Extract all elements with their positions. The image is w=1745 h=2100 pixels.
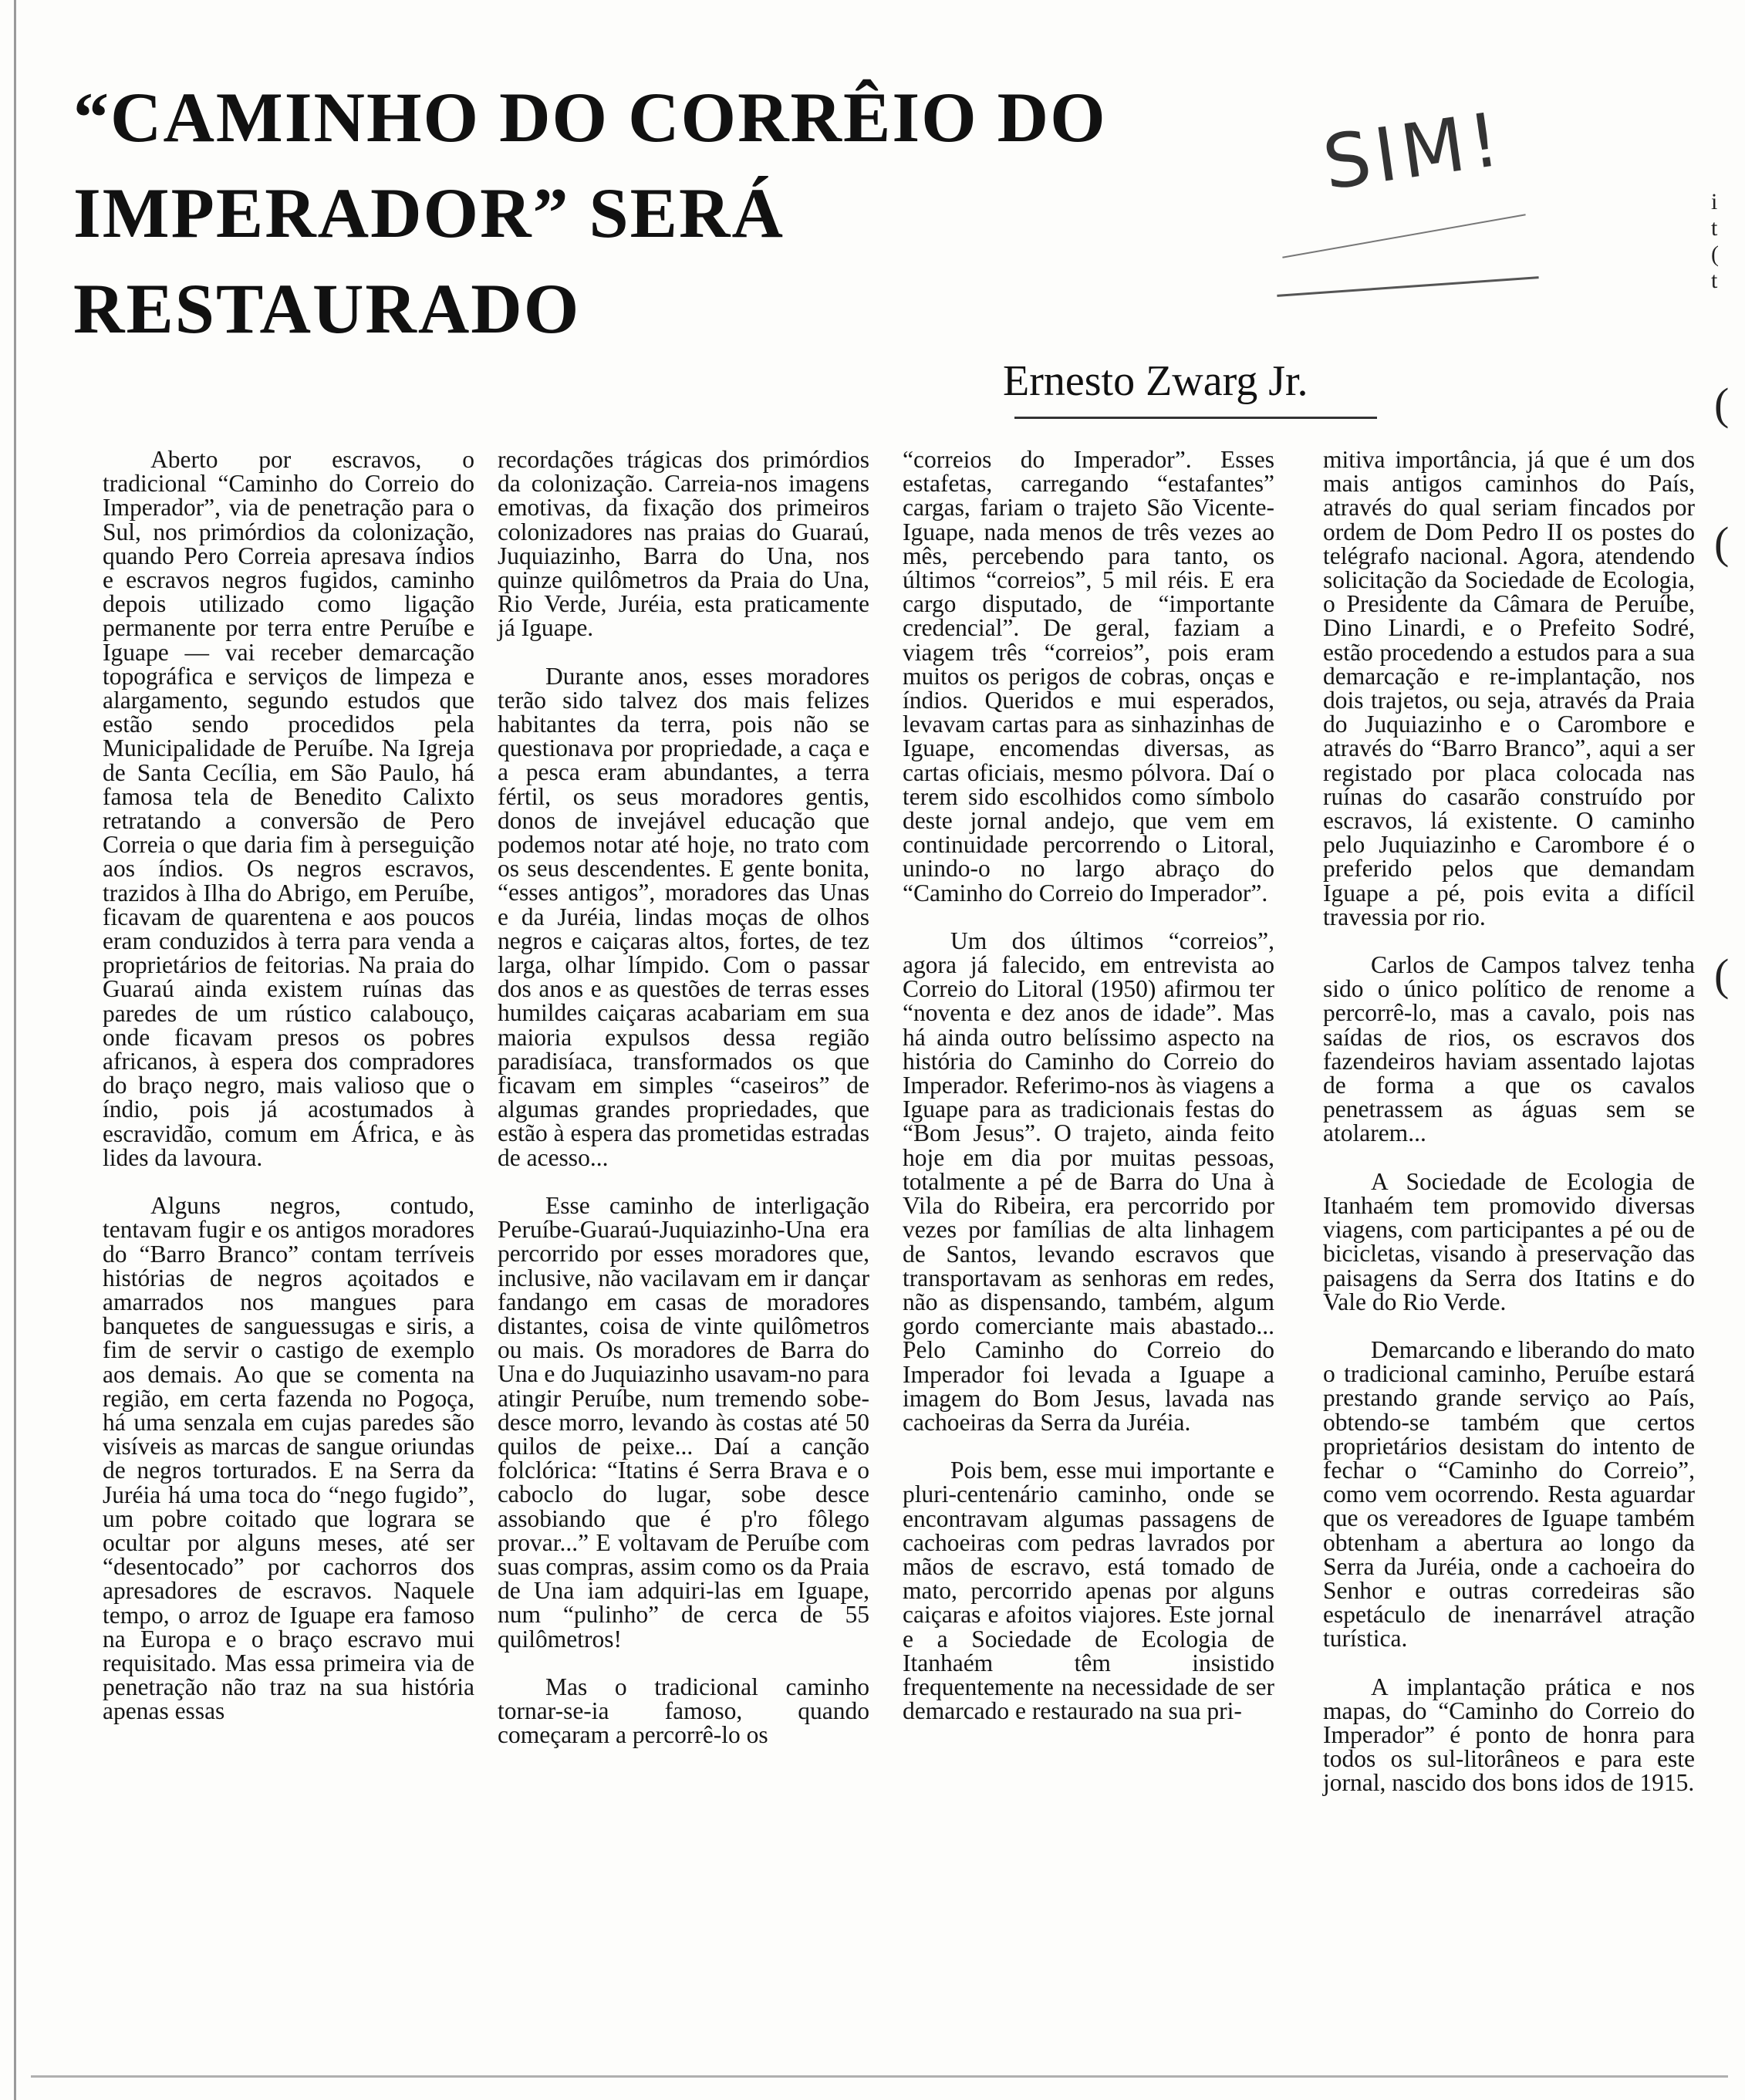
article-column-2: [498, 447, 869, 1771]
article-column-4: [1323, 447, 1695, 1819]
headline-line-3: RESTAURADO: [73, 269, 581, 348]
pencil-stroke: [1282, 214, 1525, 258]
paragraph: “correios do Imperador”. Esses estafetas, carregando “estafantes” cargas, fariam o trajeto São Vicente-Iguape, nada menos de três vezes ao mês, percebendo para tanto, os últimos “correios”, 5 mil réis. E era cargo disputado, de “importante credencial”. De geral, faziam a viagem três “correios”, pois eram muitos os perigos de cobras, onças e índios. Queridos e mui esperados, levavam cartas para as sinhazinhas de Iguape, encomendas diversas, as cartas oficiais, mesmo pólvora. Daí o terem sido escolhidos como símbolo deste jornal andejo, que vem em continuidade percorrendo o Litoral, unindo-o no largo abraço do “Caminho do Correio do Imperador”.: [903, 446, 1274, 907]
headline-line-2: IMPERADOR” SERÁ: [73, 174, 785, 252]
paragraph: recordações trágicas dos primórdios da colonização. Carreia-nos imagens emotivas, da fixação dos primeiros colonizadores nas praias do Guaraú, Juquiazinho, Barra do Una, nos quinze quilômetros da Praia do Una, Rio Verde, Juréia, esta praticamente já Iguape.: [498, 446, 869, 642]
paragraph: A implantação prática e nos mapas, do “Caminho do Correio do Imperador” é ponto de honra para todos os sul-litorâneos e para este jornal, nascido dos bons idos de 1915.: [1323, 1673, 1695, 1797]
article-column-3: [903, 447, 1274, 1747]
paragraph: mitiva importância, já que é um dos mais antigos caminhos do País, através do qual seriam fincados por ordem de Dom Pedro II os postes do telégrafo nacional. Agora, atendendo solicitação da Sociedade de Ecologia, o Presidente da Câmara de Peruíbe, Dino Linardi, e o Prefeito Sodré, estão procedendo a estudos para a sua demarcação e re-implantação, nos dois trajetos, ou seja, através da Praia do Juquiazinho e o Carombore e através do “Barro Branco”, aqui a ser registado por placa colocada nas ruínas do casarão construído por escravos, lá existente. O caminho pelo Juquiazinho e Carombore é o preferido pelos que demandam Iguape a pé, pois evita a difícil travessia por rio.: [1323, 446, 1695, 930]
byline: Ernesto Zwarg Jr.: [1003, 357, 1308, 405]
byline-rule: [1014, 417, 1377, 419]
paragraph: Um dos últimos “correios”, agora já falecido, em entrevista ao Correio do Litoral (1950) afirmou ter “noventa e dez anos de idade”. Mas há ainda outro belíssimo aspecto na história do Caminho do Correio do Imperador. Referimo-nos às viagens a Iguape para as tradicionais festas do “Bom Jesus”. O trajeto, ainda feito hoje em dia por muitas pessoas, totalmente a pé de Barra do Una à Vila do Ribeira, era percorrido por vezes por famílias de alta linhagem de Santos, levando escravos que transportavam as senhoras em redes, não as dispensando, também, algum gordo comerciante mais abastado... Pelo Caminho do Correio do Imperador foi levada a Iguape a imagem do Bom Jesus, lavada nas cachoeiras da Serra da Juréia.: [903, 927, 1274, 1436]
paragraph: Durante anos, esses moradores terão sido talvez dos mais felizes habitantes da terra, pois não se questionava por propriedade, a caça e a pesca eram abundantes, a terra fértil, os seus moradores gentis, donos de invejável educação que podemos notar até hoje, no trato com os seus descendentes. E gente bonita, “esses antigos”, moradores das Unas e da Juréia, lindas moças de olhos negros e caiçaras altos, fortes, de tez larga, olhar límpido. Com o passar dos anos e as questões de terras esses humildes caiçaras acabariam em sua maioria expulsos dessa região paradisíaca, transformados os que ficavam em simples “caseiros” de algumas grandes propriedades, que estão à espera das prometidas estradas de acesso...: [498, 662, 869, 1171]
scan-left-edge: [14, 0, 16, 2100]
margin-mark: (: [1714, 379, 1730, 429]
paragraph: Aberto por escravos, o tradicional “Caminho do Correio do Imperador”, via de penetração para o Sul, nos primórdios da colonização, quando Pero Correia apresava índios e escravos negros fugidos, caminho depois utilizado como ligação permanente por terra entre Peruíbe e Iguape — vai receber demarcação topográfica e serviços de limpeza e alargamento, segundo estudos que estão sendo procedidos pela Municipalidade de Peruíbe. Na Igreja de Santa Cecília, em São Paulo, há famosa tela de Benedito Calixto retratando a conversão de Pero Correia o que daria fim à perseguição aos índios. Os negros escravos, trazidos à Ilha do Abrigo, em Peruíbe, ficavam de quarentena e aos poucos eram conduzidos à terra para venda a proprietários de feitorias. Na praia do Guaraú ainda existem ruínas das paredes de um rústico calabouço, onde ficavam presos os pobres africanos, à espera dos compradores do braço negro, mais valioso que o índio, pois já acostumados à escravidão, comum em África, e às lides da lavoura.: [103, 446, 474, 1171]
paragraph: Esse caminho de interligação Peruíbe-Guaraú-Juquiazinho-Una era percorrido por esses moradores que, inclusive, não vacilavam em ir dançar fandango em casas de moradores distantes, coisa de vinte quilômetros ou mais. Os moradores de Barra do Una e do Juquiazinho usavam-no para atingir Peruíbe, num tremendo sobe-desce morro, levando às costas até 50 quilos de peixe... Daí a canção folclórica: “Itatins é Serra Brava e o caboclo do lugar, sobe desce assobiando que é p'ro fôlego provar...” E voltavam de Peruíbe com suas compras, assim como os da Praia de Una iam adquiri-las em Iguape, num “pulinho” de cerca de 55 quilômetros!: [498, 1191, 869, 1653]
headline: [73, 69, 1277, 356]
paragraph: Carlos de Campos talvez tenha sido o único político de renome a percorrê-lo, mas a cavalo, pois nas saídas de rios, os escravos dos fazendeiros haviam assentado lajotas de forma a que os cavalos penetrassem as águas sem se atolarem...: [1323, 951, 1695, 1147]
paragraph: Mas o tradicional caminho tornar-se-ia famoso, quando começaram a percorrê-lo os: [498, 1673, 869, 1749]
paragraph: Alguns negros, contudo, tentavam fugir e os antigos moradores do “Barro Branco” contam terríveis histórias de negros açoitados e amarrados nos mangues para banquetes de sanguessugas e siris, a fim de servir o castigo de exemplo aos demais. Ao que se comenta na região, em certa fazenda no Pogoça, há uma senzala em cujas paredes são visíveis as marcas de sangue oriundas de negros torturados. E na Serra da Juréia há uma toca do “nego fugido”, um pobre coitado que lograra se ocultar por alguns meses, até ser “desentocado” por cachorros dos apresadores de escravos. Naquele tempo, o arroz de Iguape era famoso na Europa e o braço escravo mui requisitado. Mas essa primeira via de penetração não traz na sua história apenas essas: [103, 1192, 474, 1725]
margin-mark: (: [1714, 950, 1730, 1000]
margin-mark: (: [1714, 518, 1730, 568]
paragraph: Pois bem, esse mui importante e pluri-centenário caminho, onde se encontravam algumas passagens de cachoeiras com pedras lavrados por mãos de escravo, está tomado de mato, percorrido apenas por alguns caiçaras e afoitos viajores. Este jornal e a Sociedade de Ecologia de Itanhaém têm insistido frequentemente na necessidade de ser demarcado e restaurado na sua pri-: [903, 1457, 1274, 1725]
handwritten-note: SIM!: [1318, 96, 1510, 207]
article-column-1: [103, 447, 474, 1747]
paragraph: Demarcando e liberando do mato o tradicional caminho, Peruíbe estará prestando grande serviço ao País, obtendo-se também que certos proprietários desistam do intento de fechar o “Caminho do Correio”, como vem ocorrendo. Resta aguardar que os vereadores de Iguape também obtenham a abertura ao longo da Serra da Juréia, onde a cachoeira do Senhor e outras corredeiras são espetáculo de inenarrável atração turística.: [1323, 1335, 1695, 1653]
scan-bottom-edge: [31, 2075, 1728, 2078]
paragraph: A Sociedade de Ecologia de Itanhaém tem promovido diversas viagens, com participantes a pé ou de bicicletas, visando à preservação das paisagens da Serra dos Itatins e do Vale do Rio Verde.: [1323, 1167, 1695, 1315]
margin-mark: i t ( t: [1711, 189, 1719, 293]
pencil-stroke: [1277, 276, 1538, 297]
headline-line-1: “CAMINHO DO CORRÊIO DO: [73, 78, 1107, 157]
